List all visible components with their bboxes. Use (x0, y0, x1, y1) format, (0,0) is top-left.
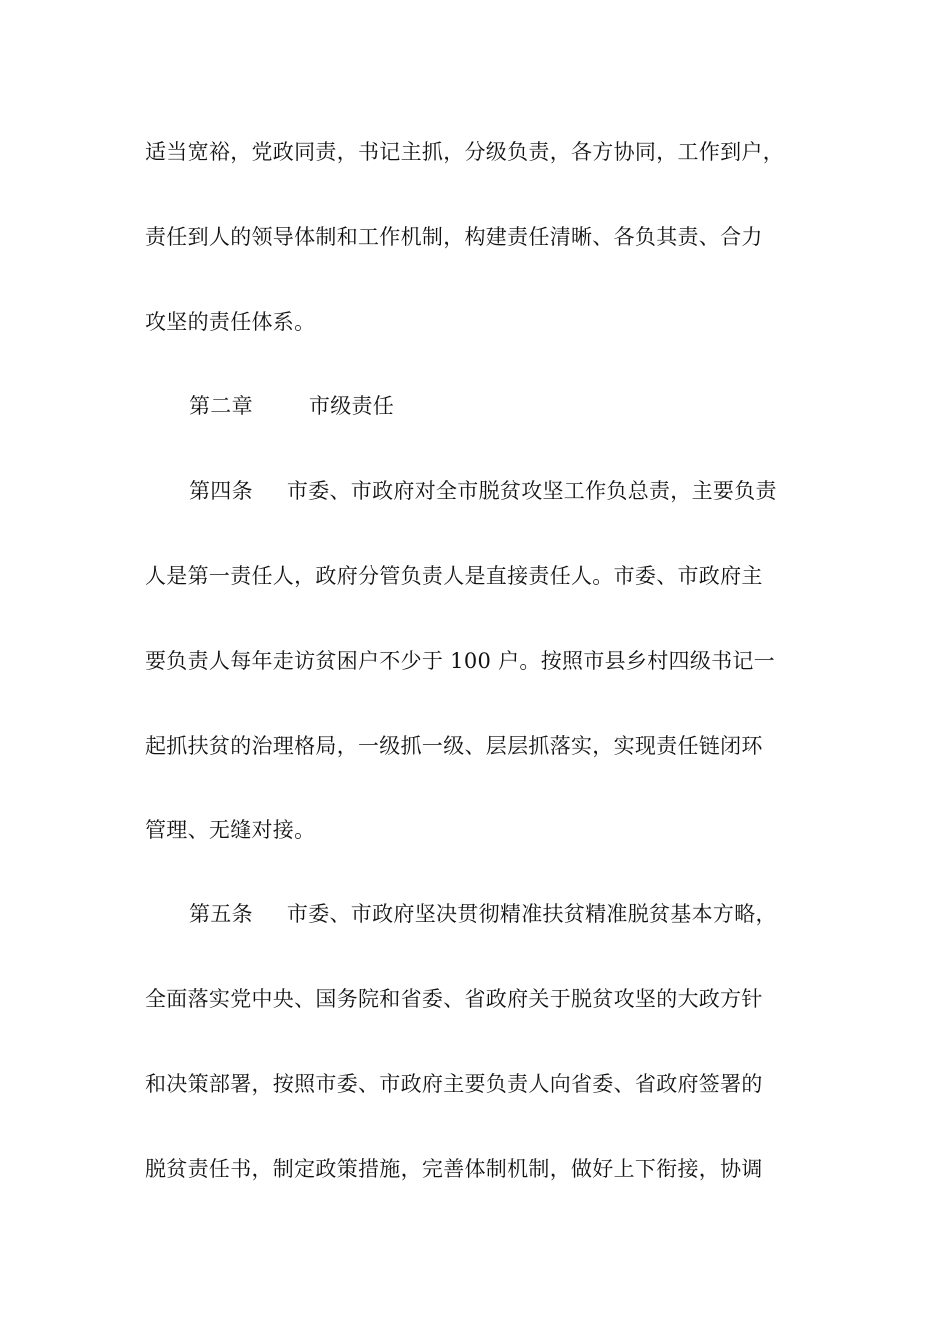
article-5-first-line (189, 899, 859, 929)
article-5-label: 第五条 (189, 902, 253, 926)
article-4-text: 市委、市政府对全市脱贫攻坚工作负总责，主要负责 (286, 479, 777, 503)
text-line: 要负责人每年走访贫困户不少于 100 户。按照市县乡村四级书记一 (145, 649, 776, 673)
text-line: 全面落实党中央、国务院和省委、省政府关于脱贫攻坚的大政方针 (145, 987, 763, 1011)
text-line: 管理、无缝对接。 (145, 818, 316, 842)
chapter-number: 第二章 (189, 394, 253, 418)
article-4-label: 第四条 (189, 479, 253, 503)
text-line: 脱贫责任书，制定政策措施，完善体制机制，做好上下衔接，协调 (145, 1157, 763, 1181)
article-5-text: 市委、市政府坚决贯彻精准扶贫精准脱贫基本方略， (286, 902, 777, 926)
text-line: 攻坚的责任体系。 (145, 310, 316, 334)
text-line: 起抓扶贫的治理格局，一级抓一级、层层抓落实，实现责任链闭环 (145, 734, 763, 758)
article-4-first-line (189, 476, 859, 506)
text-line: 人是第一责任人，政府分管负责人是直接责任人。市委、市政府主 (145, 564, 763, 588)
chapter-title: 市级责任 (308, 394, 395, 418)
text-line: 适当宽裕，党政同责，书记主抓，分级负责，各方协同，工作到户， (145, 140, 784, 164)
text-line: 责任到人的领导体制和工作机制，构建责任清晰、各负其责、合力 (145, 225, 763, 249)
text-line: 和决策部署，按照市委、市政府主要负责人向省委、省政府签署的 (145, 1072, 763, 1096)
chapter-heading (189, 391, 859, 421)
